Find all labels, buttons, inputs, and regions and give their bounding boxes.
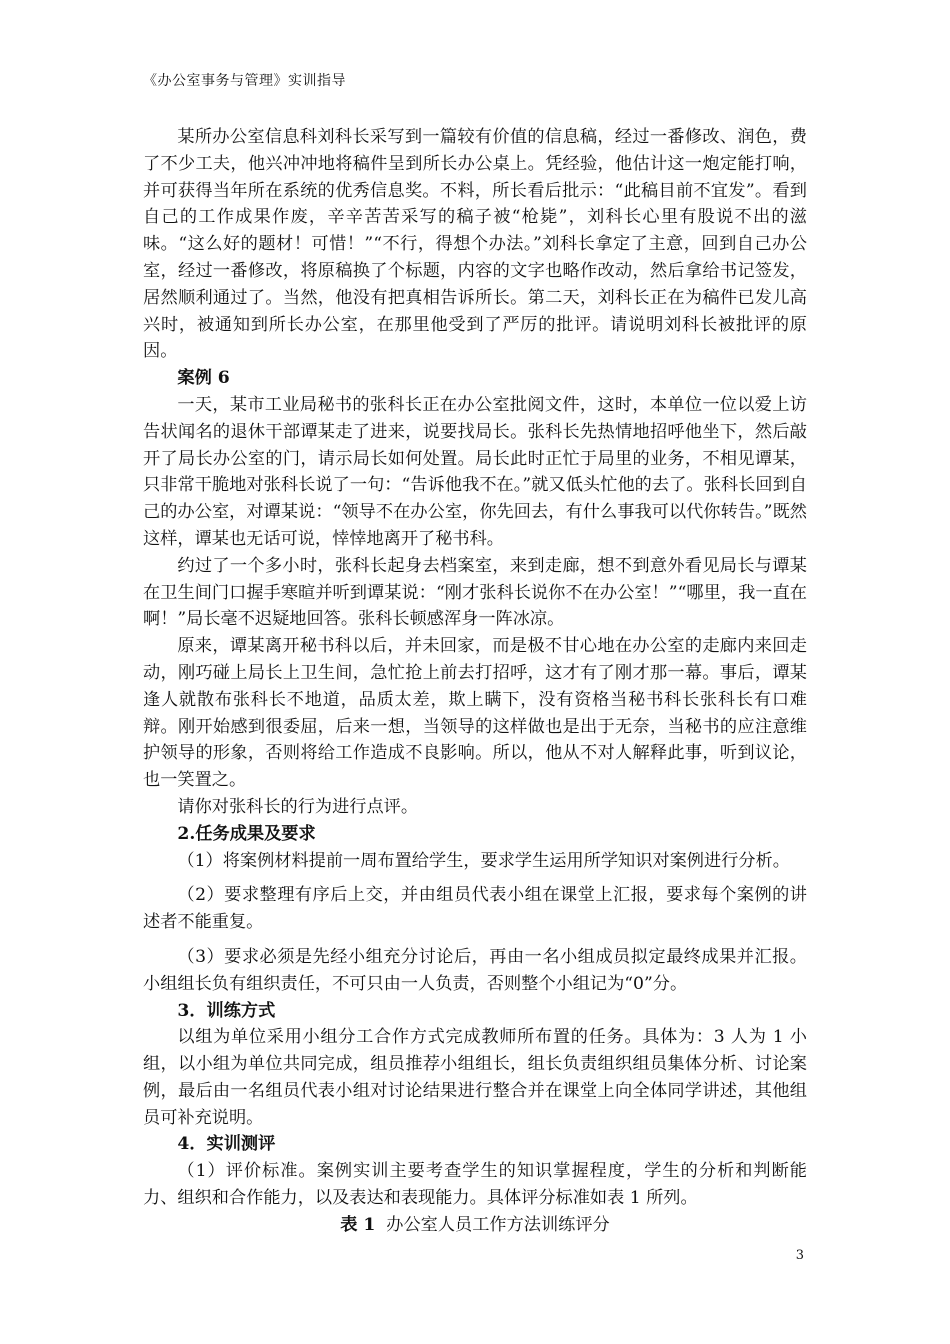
table-caption-text: 办公室人员工作方法训练评分 [375,1214,610,1235]
paragraph-case5-body: 某所办公室信息科刘科长采写到一篇较有价值的信息稿，经过一番修改、润色，费了不少工夫，他兴冲冲地将稿件呈到所长办公桌上。凭经验，他估计这一炮定能打响，并可获得当年所在系统的优秀信息奖。不料，所长看后批示：“此稿目前不宜发”。看到自己的工作成果作废，辛辛苦苦采写的稿子被“枪毙”，刘科长心里有股说不出的滋味。“这么好的题材！可惜！”“不行，得想个办法。”刘科长拿定了主意，回到自己办公室，经过一番修改，将原稿换了个标题，内容的文字也略作改动，然后拿给书记签发，居然顺利通过了。当然，他没有把真相告诉所长。第二天，刘科长正在为稿件已发儿高兴时，被通知到所长办公室，在那里他受到了严厉的批评。请说明刘科长被批评的原因。 [143,127,807,362]
heading-task-results: 2.任务成果及要求 [177,823,316,844]
paragraph-case6-aftermath: 原来，谭某离开秘书科以后，并未回家，而是极不甘心地在办公室的走廊内来回走动，刚巧碰上局长上卫生间，急忙抢上前去打招呼，这才有了刚才那一幕。事后，谭某逢人就散布张科长不地道，品质太差，欺上瞒下，没有资格当秘书科长张科长有口难辩。刚开始感到很委屈，后来一想，当领导的这样做也是出于无奈，当秘书的应注意维护领导的形象，否则将给工作造成不良影响。所以，他从不对人解释此事，听到议论，也一笑置之。 [143,636,807,791]
heading-assessment: 4．实训测评 [177,1134,276,1155]
paragraph-case6-question: 请你对张科长的行为进行点评。 [177,796,419,817]
paragraph-evaluation-criteria: （1）评价标准。案例实训主要考查学生的知识掌握程度，学生的分析和判断能力、组织和合作能力，以及表达和表现能力。具体评分标准如表 1 所列。 [143,1161,807,1209]
requirement-item-3: （3）要求必须是先经小组充分讨论后，再由一名小组成员拟定最终成果并汇报。小组组长负有组织责任，不可只由一人负责，否则整个小组记为“0”分。 [143,946,807,994]
paragraph-case6-intro: 一天，某市工业局秘书的张科长正在办公室批阅文件，这时，本单位一位以爱上访告状闻名的退休干部谭某走了进来，说要找局长。张科长先热情地招呼他坐下，然后敲开了局长办公室的门，请示局长如何处置。局长此时正忙于局里的业务，不相见谭某，只非常干脆地对张科长说了一句：“告诉他我不在。”就又低头忙他的去了。张科长回到自己的办公室，对谭某说：“领导不在办公室，你先回去，有什么事我可以代你转告。”既然这样，谭某也无话可说，悻悻地离开了秘书科。 [143,394,807,549]
requirement-item-1: （1）将案例材料提前一周布置给学生，要求学生运用所学知识对案例进行分析。 [177,850,790,871]
paragraph-training-method: 以组为单位采用小组分工合作方式完成教师所布置的任务。具体为：3 人为 1 小组，以小组为单位共同完成，组员推荐小组组长，组长负责组织组员集体分析、讨论案例，最后由一名组员代表小组对讨论结果进行整合并在课堂上向全体同学讲述，其他组员可补充说明。 [143,1027,807,1128]
requirement-item-2: （2）要求整理有序后上交，并由组员代表小组在课堂上汇报，要求每个案例的讲述者不能重复。 [143,885,807,933]
table-caption [143,1212,807,1239]
paragraph-case6-corridor: 约过了一个多小时，张科长起身去档案室，来到走廊，想不到意外看见局长与谭某在卫生间门口握手寒暄并听到谭某说：“刚才张科长说你不在办公室！”“哪里，我一直在啊！”局长毫不迟疑地回答。张科长顿感浑身一阵冰凉。 [143,555,807,630]
page-header: 《办公室事务与管理》实训指导 [143,73,346,89]
heading-case6: 案例 6 [177,368,230,389]
document-body [143,124,807,1239]
table-caption-label: 表 1 [340,1214,376,1235]
page-number: 3 [795,1248,804,1263]
heading-training-method: 3．训练方式 [177,1000,276,1021]
